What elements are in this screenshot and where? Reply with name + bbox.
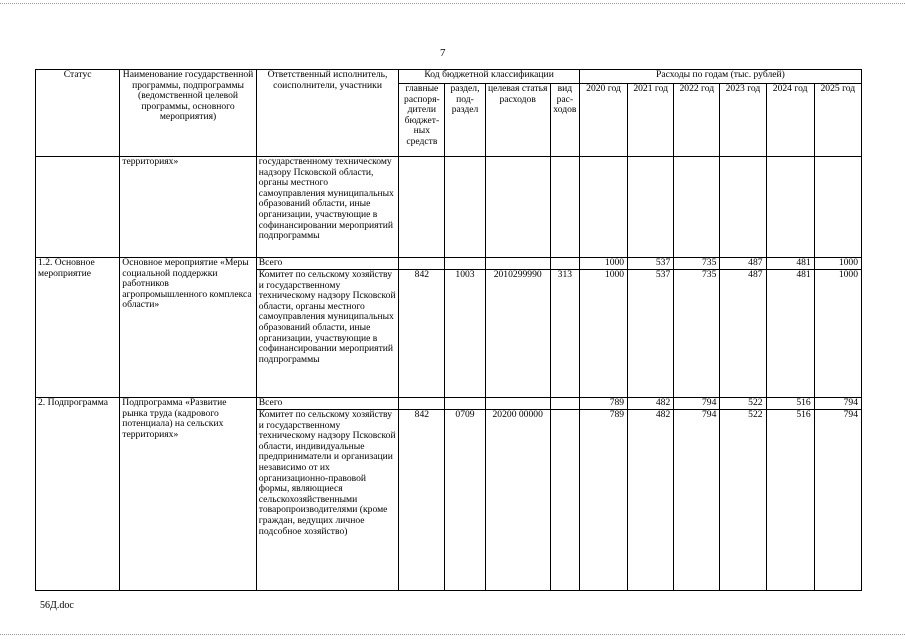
header-executor: Ответственный исполнитель, соисполнители, участники [256, 70, 399, 157]
cell-executor: Всего [256, 258, 399, 270]
cell-value: 794 [674, 410, 720, 591]
cell-section [445, 258, 485, 270]
header-year: 2023 год [720, 84, 766, 157]
cell-value: 537 [628, 270, 674, 398]
cell-value: 794 [814, 398, 861, 410]
header-year: 2021 год [628, 84, 674, 157]
header-row-1 [36, 70, 862, 84]
cell-grbs [399, 157, 445, 258]
cell-target: 2010299990 [485, 270, 550, 398]
cell-vr [550, 398, 579, 410]
cell-value: 537 [628, 258, 674, 270]
cell-value: 481 [766, 258, 814, 270]
cell-vr: 313 [550, 270, 579, 398]
cell-status [36, 157, 120, 258]
table-row [36, 398, 862, 410]
cell-value [579, 157, 627, 258]
cell-executor: Всего [256, 398, 399, 410]
cell-section [445, 398, 485, 410]
cell-value: 482 [628, 398, 674, 410]
cell-target: 20200 00000 [485, 410, 550, 591]
cell-value: 794 [674, 398, 720, 410]
cell-value: 735 [674, 258, 720, 270]
cell-value: 522 [720, 398, 766, 410]
header-target: целевая статья расходов [485, 84, 550, 157]
cell-target [485, 157, 550, 258]
cell-name: Подпрограмма «Развитие рынка труда (кадрового потенциала) на сельских территориях» [120, 398, 256, 591]
table-row [36, 157, 862, 258]
cell-value: 735 [674, 270, 720, 398]
header-status: Статус [36, 70, 120, 157]
cell-value: 789 [579, 410, 627, 591]
cell-executor: государственному техническому надзору Псковской области, органы местного самоуправления муниципальных образований области, иные организации, участвующие в софинансировании мероприятий подпрограммы [256, 157, 399, 258]
cell-vr [550, 157, 579, 258]
budget-table [35, 69, 862, 591]
cell-grbs: 842 [399, 270, 445, 398]
cell-status: 1.2. Основное мероприятие [36, 258, 120, 398]
cell-value [628, 157, 674, 258]
cell-value: 487 [720, 258, 766, 270]
cell-value: 1000 [579, 258, 627, 270]
cell-section: 1003 [445, 270, 485, 398]
cell-executor: Комитет по сельскому хозяйству и государственному техническому надзору Псковской области, органы местного самоуправления муниципальных образований области, иные организации, участвующие в софинансировании мероприятий подпрограммы [256, 270, 399, 398]
scan-edge-top [0, 3, 905, 5]
table-row [36, 258, 862, 270]
cell-value: 1000 [814, 258, 861, 270]
cell-vr [550, 258, 579, 270]
cell-name: Основное мероприятие «Меры социальной поддержки работников агропромышленного комплекса области» [120, 258, 256, 398]
header-name: Наименование государственной программы, подпрограммы (ведомственной целевой программы, основного мероприятия) [120, 70, 256, 157]
cell-grbs: 842 [399, 410, 445, 591]
header-budget-code: Код бюджетной классификации [399, 70, 580, 84]
cell-value: 487 [720, 270, 766, 398]
header-year: 2020 год [579, 84, 627, 157]
cell-target [485, 258, 550, 270]
cell-value: 516 [766, 398, 814, 410]
cell-value [814, 157, 861, 258]
cell-value [674, 157, 720, 258]
cell-vr [550, 410, 579, 591]
cell-section: 0709 [445, 410, 485, 591]
cell-executor: Комитет по сельскому хозяйству и государственному техническому надзору Псковской области, индивидуальные предприниматели и организации независимо от их организационно-правовой формы, являющиеся сельскохозяйственными товаропроизводителями (кроме граждан, ведущих личное подсобное хозяйство) [256, 410, 399, 591]
cell-value: 1000 [579, 270, 627, 398]
cell-grbs [399, 398, 445, 410]
cell-value: 482 [628, 410, 674, 591]
header-year: 2024 год [766, 84, 814, 157]
cell-grbs [399, 258, 445, 270]
header-year: 2025 год [814, 84, 861, 157]
footer-filename: 56Д.doc [40, 600, 74, 611]
header-grbs: главные распоря-дители бюджет-ных средств [399, 84, 445, 157]
cell-target [485, 398, 550, 410]
cell-value: 789 [579, 398, 627, 410]
header-vr: вид рас-ходов [550, 84, 579, 157]
cell-section [445, 157, 485, 258]
cell-name: территориях» [120, 157, 256, 258]
scan-edge-bottom [0, 634, 905, 636]
cell-value: 522 [720, 410, 766, 591]
header-section: раздел, под-раздел [445, 84, 485, 157]
header-expenses: Расходы по годам (тыс. рублей) [579, 70, 861, 84]
cell-value [766, 157, 814, 258]
cell-value: 1000 [814, 270, 861, 398]
cell-value: 794 [814, 410, 861, 591]
cell-status: 2. Подпрограмма [36, 398, 120, 591]
page-number: 7 [440, 47, 446, 59]
cell-value [720, 157, 766, 258]
header-year: 2022 год [674, 84, 720, 157]
cell-value: 516 [766, 410, 814, 591]
cell-value: 481 [766, 270, 814, 398]
